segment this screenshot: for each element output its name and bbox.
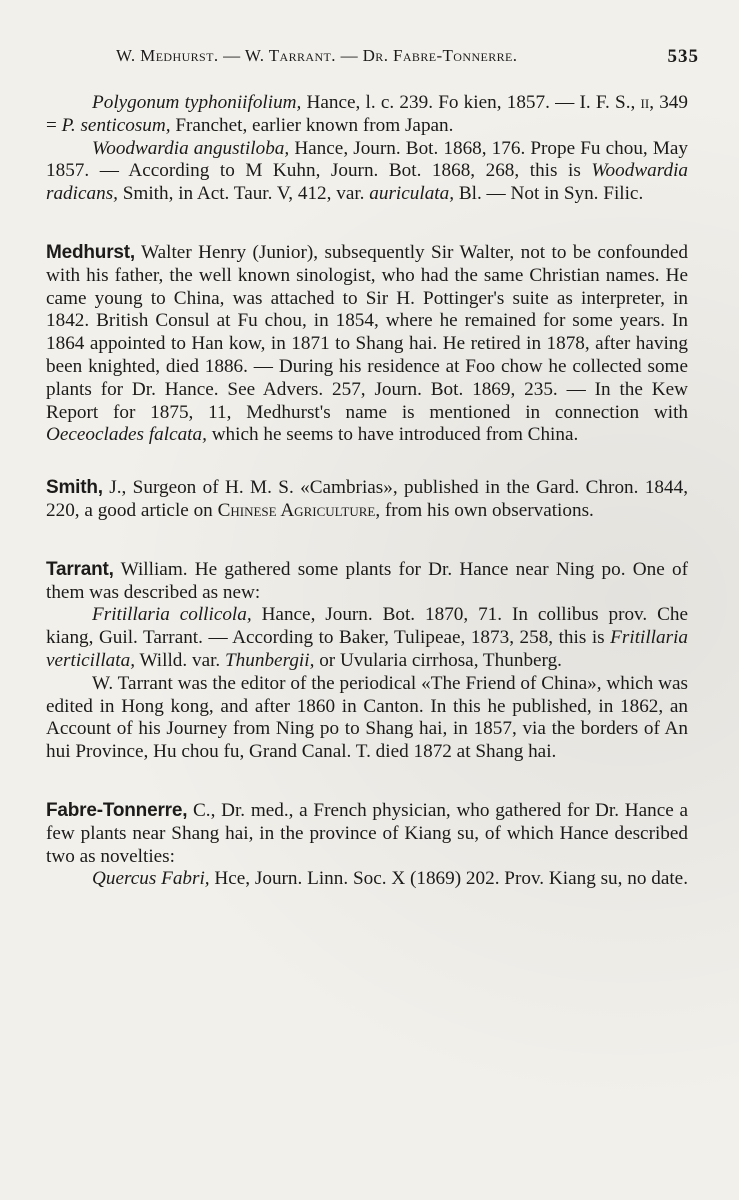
entry-text: Smith, in Act. Taur. V, 412, var.: [117, 183, 370, 205]
taxon-name: Woodwardia angustiloba,: [92, 137, 290, 159]
section-gap: [46, 447, 688, 477]
section-gap: [46, 764, 688, 800]
entry-fabre-species: [46, 868, 688, 891]
entry-text: Hance, l. c. 239. Fo kien, 1857. — I. F. S.,: [301, 92, 641, 113]
entry-text: Willd. var.: [135, 649, 226, 671]
entry-woodwardia: [46, 138, 688, 206]
entry-text: Walter Henry (Junior), subsequently Sir Walter, not to be confounded with his father, the well known sinologist, who had the same Christian names. He came young to China, was attached to Sir H. Pottinger's suite as interpreter, in 1842. British Consul at Fu chou, in 1854, where he remained for some years. In 1864 appointed to Han kow, in 1871 to Shang hai. He retired in 1878, after having been knighted, died 1886. — During his residence at Foo chow he collected some plants for Dr. Hance. See Advers. 257, Journ. Bot. 1869, 235. — In the Kew Report for 1875, 11, Medhurst's name is mentioned in connection with: [46, 241, 688, 423]
entry-polygonum: [46, 92, 688, 138]
entry-text: Franchet, earlier known from Japan.: [170, 114, 454, 136]
entry-tarrant: [46, 559, 688, 605]
page-body: [46, 92, 688, 891]
entry-tarrant-species: [46, 604, 688, 672]
entry-fabre: [46, 800, 688, 868]
article-title: Chinese Agriculture: [217, 499, 376, 521]
taxon-name: Woodwardia radicans,: [46, 160, 688, 205]
taxon-name: Quercus Fabri,: [92, 868, 210, 890]
entry-tarrant-editor: [46, 673, 688, 764]
entry-smith: [46, 477, 688, 523]
synonym-name: P. senticosum,: [61, 114, 171, 136]
taxon-name: Fritillaria verticillata,: [46, 627, 688, 671]
entry-text: or Uvularia cirrhosa, Thunberg.: [314, 649, 562, 671]
variety-name: Thunbergii,: [225, 649, 315, 671]
collector-name: Smith,: [46, 477, 103, 499]
section-gap: [46, 523, 688, 559]
entry-text: Hance, Journ. Bot. 1870, 71. In collibus prov. Che kiang, Guil. Tarrant. — According to Baker, Tulipeae, 1873, 258, this is: [46, 604, 689, 649]
entry-text: J., Surgeon of H. M. S. «Cambrias», published in the Gard. Chron. 1844, 220, a good article on: [46, 477, 688, 521]
entry-text: , from his own observations.: [375, 499, 594, 521]
entry-text: Bl. — Not in Syn. Filic.: [454, 183, 644, 205]
entry-medhurst: [46, 242, 688, 447]
volume-number: ii: [640, 92, 650, 113]
page-number: 535: [667, 46, 699, 67]
collector-name: Tarrant,: [46, 558, 114, 580]
taxon-name: Polygonum typhoniifolium,: [92, 92, 302, 113]
variety-name: auriculata,: [369, 183, 455, 205]
entry-text: W. Tarrant was the editor of the periodical «The Friend of China», which was edited in Hong kong, and after 1860 in Canton. In this he published, in 1862, an Account of his Journey from Ning po to Shang hai, in 1857, via the borders of An hui Province, Hu chou fu, Grand Canal. T. died 1872 at Shang hai.: [46, 672, 688, 763]
taxon-name: Oeceoclades falcata,: [46, 424, 207, 446]
running-head: [116, 46, 696, 66]
entry-text: which he seems to have introduced from China.: [206, 424, 579, 446]
taxon-name: Fritillaria collicola,: [92, 604, 252, 626]
running-head-text: W. Medhurst. — W. Tarrant. — Dr. Fabre-Tonnerre.: [116, 46, 518, 65]
entry-text: William. He gathered some plants for Dr. Hance near Ning po. One of them was described as new:: [46, 558, 688, 603]
entry-text: , 349 =: [46, 92, 688, 136]
entry-text: Hance, Journ. Bot. 1868, 176. Prope Fu chou, May 1857. — According to M Kuhn, Journ. Bot. 1868, 268, this is: [46, 137, 688, 182]
collector-name: Fabre-Tonnerre,: [46, 799, 188, 821]
entry-text: C., Dr. med., a French physician, who gathered for Dr. Hance a few plants near Shang hai, in the province of Kiang su, of which Hance described two as novelties:: [46, 799, 688, 867]
collector-name: Medhurst,: [46, 241, 135, 263]
section-gap: [46, 206, 688, 242]
entry-text: Hce, Journ. Linn. Soc. X (1869) 202. Prov. Kiang su, no date.: [209, 868, 688, 890]
